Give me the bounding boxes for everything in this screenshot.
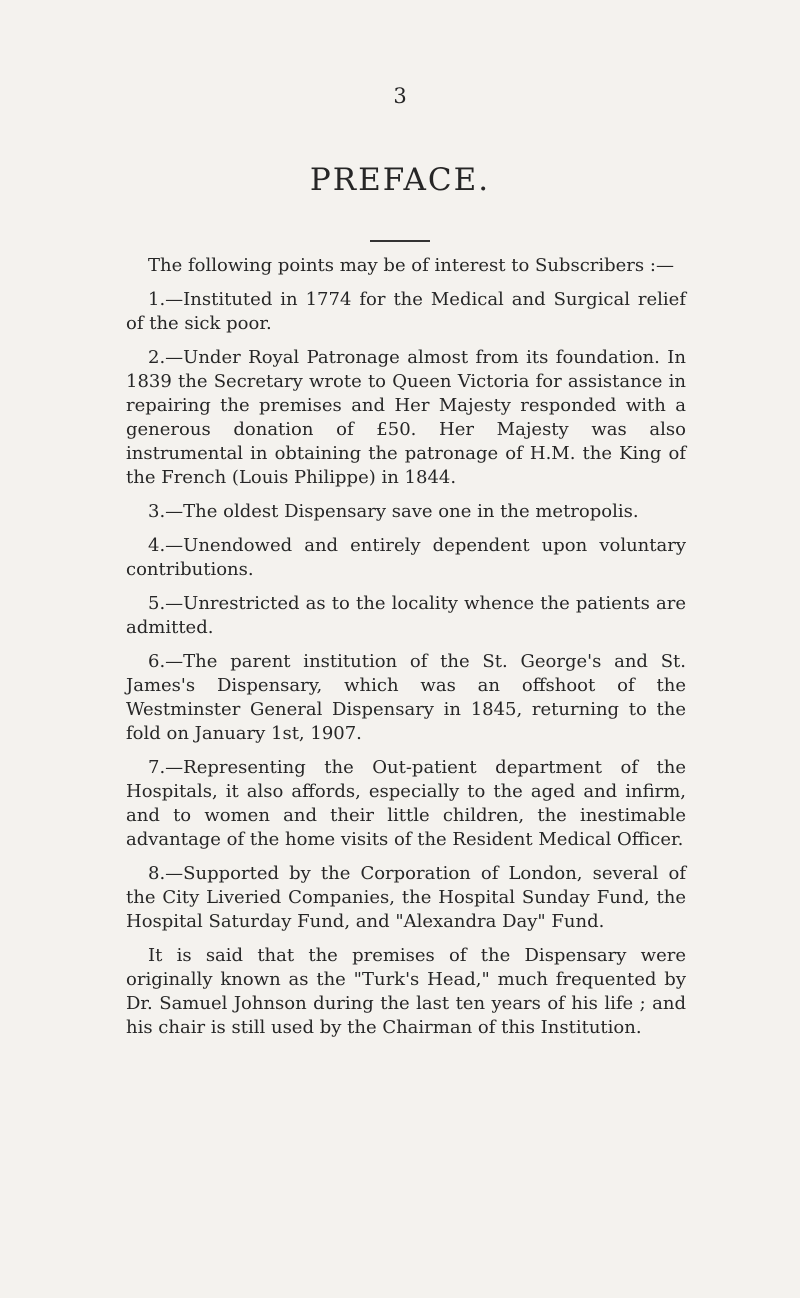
page-title: PREFACE. — [309, 162, 491, 198]
point-5: 5.—Unrestricted as to the locality whence the patients are admitted. — [126, 593, 686, 638]
point-1: 1.—Instituted in 1774 for the Medical and Surgical relief of the sick poor. — [126, 289, 686, 334]
point-8: 8.—Supported by the Corporation of London, several of the City Liveried Companies, the Hospital Sunday Fund, the Hospital Saturday Fund, and "Alexandra Day" Fund. — [126, 863, 686, 932]
point-3: 3.—The oldest Dispensary save one in the metropolis. — [148, 501, 639, 522]
point-2: 2.—Under Royal Patronage almost from its foundation. In 1839 the Secretary wrote to Queen Victoria for assistance in repairing the premises and Her Majesty responded with a generous donation of £50. Her Majesty was also instrumental in obtaining the patronage of H.M. the King of the French (Louis Philippe) in 1844. — [126, 347, 686, 488]
intro-paragraph: The following points may be of interest to Subscribers :— — [148, 255, 674, 276]
point-7: 7.—Representing the Out-patient department of the Hospitals, it also affords, especially to the aged and infirm, and to women and their little children, the inestimable advantage of the home visits of the Resident Medical Officer. — [126, 757, 686, 850]
title-divider — [370, 240, 430, 242]
preface-body — [126, 254, 686, 1050]
point-4: 4.—Unendowed and entirely dependent upon voluntary contributions. — [126, 535, 686, 580]
closing-paragraph: It is said that the premises of the Dispensary were originally known as the "Turk's Head," much frequented by Dr. Samuel Johnson during the last ten years of his life ; and his chair is still used by the Chairman of this Institution. — [126, 945, 686, 1038]
page-number: 3 — [393, 84, 407, 108]
point-6: 6.—The parent institution of the St. George's and St. James's Dispensary, which was an offshoot of the Westminster General Dispensary in 1845, returning to the fold on January 1st, 1907. — [126, 651, 686, 744]
